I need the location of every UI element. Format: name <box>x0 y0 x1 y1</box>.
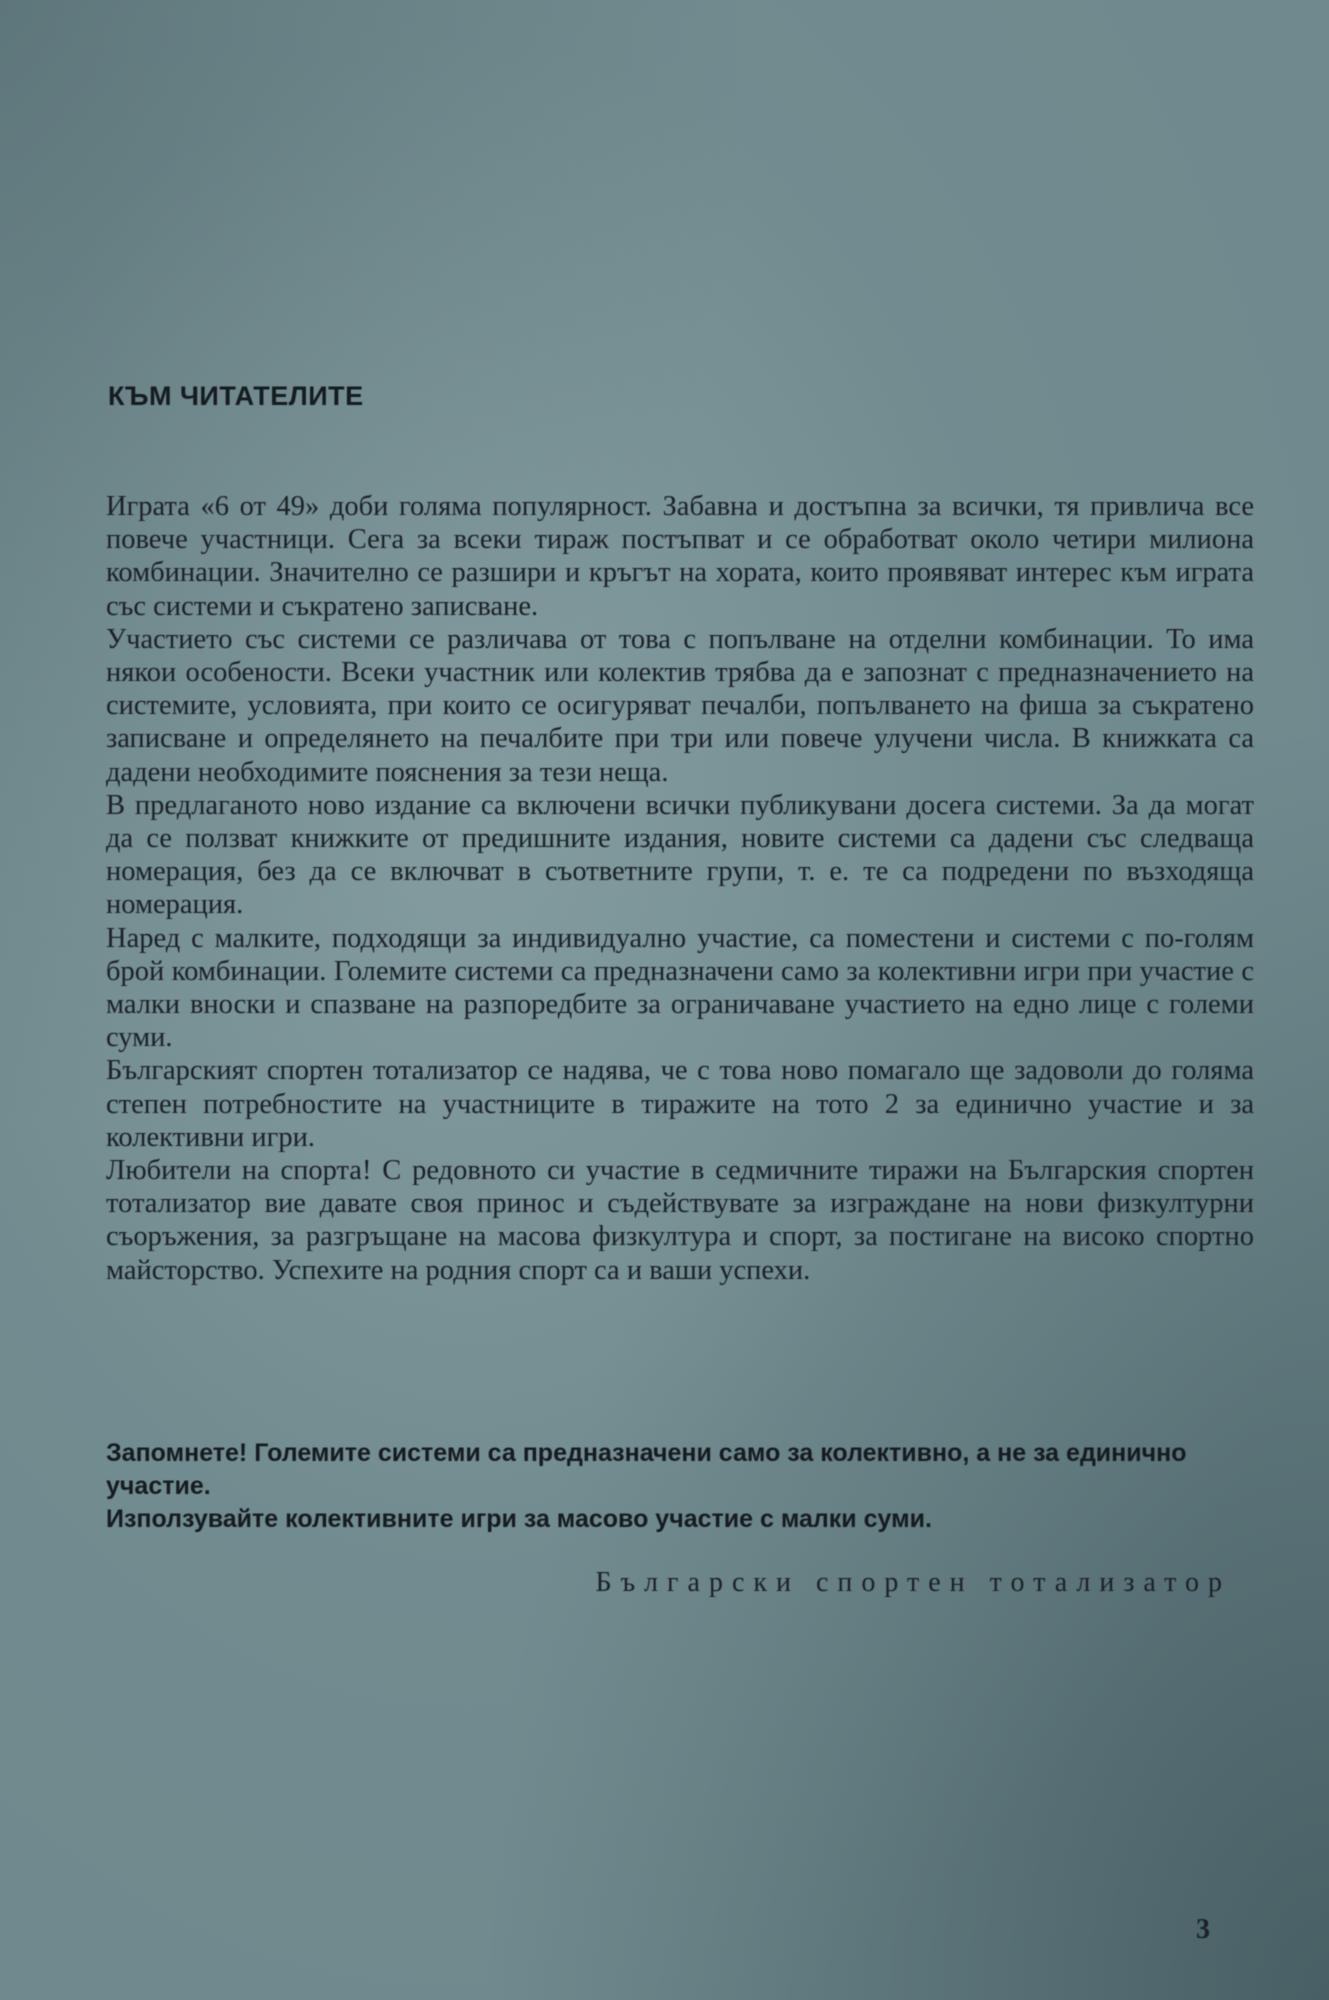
page-heading: КЪМ ЧИТАТЕЛИТЕ <box>108 381 364 411</box>
signature: Български спортен тотализатор <box>595 1567 1231 1598</box>
paragraph: Любители на спорта! С редовното си участие в седмичните тиражи на Българския спортен тотализатор вие давате своя принос и съдействувате за изграждане на нови физкултурни съоръжения, за разгръщане на масова физкултура и спорт, за постигане на високо спортно майсторство. Успехите на родния спорт са и ваши успехи. <box>106 1155 1254 1286</box>
paragraph: Играта «6 от 49» доби голяма популярност. Забавна и достъпна за всички, тя привлича все повече участници. Сега за всеки тираж постъпват и се обработват около четири милиона комбинации. Значително се разшири и кръгът на хората, които проявяват интерес към играта със системи и съкратено записване. <box>106 491 1254 622</box>
reminder-line: Запомнете! Големите системи са предназначени само за колективно, а не за единично участие. <box>106 1439 1187 1500</box>
page-number: 3 <box>1196 1914 1210 1945</box>
body-text <box>106 490 1254 1287</box>
paragraph: В предлаганото ново издание са включени всички публикувани досега системи. За да могат да се ползват книжките от предишните издания, новите системи са дадени със следваща номерация, без да се включват в съответните групи, т. е. те са подредени по възходяща номерация. <box>106 789 1254 921</box>
paragraph: Наред с малките, подходящи за индивидуално участие, са поместени и системи с по-голям брой комбинации. Големите системи са предназначени само за колективни игри при участие с малки вноски и спазване на разпоредбите за ограничаване участието на едно лице с големи суми. <box>106 922 1254 1054</box>
paragraph: Участието със системи се различава от това с попълване на отделни комбинации. То има някои особености. Всеки участник или колектив трябва да е запознат с предназначението на системите, условията, при които се осигуряват печалби, попълването на фиша за съкратено записване и определянето на печалбите при три или повече улучени числа. В книжката са дадени необходимите пояснения за тези неща. <box>106 623 1254 788</box>
paragraph: Българският спортен тотализатор се надява, че с това ново помагало ще задоволи до голяма степен потребностите на участниците в тиражите на тото 2 за единично участие и за колективни игри. <box>106 1055 1254 1153</box>
reminder-block <box>106 1437 1236 1536</box>
reminder-line: Използувайте колективните игри за масово участие с малки суми. <box>106 1505 932 1533</box>
